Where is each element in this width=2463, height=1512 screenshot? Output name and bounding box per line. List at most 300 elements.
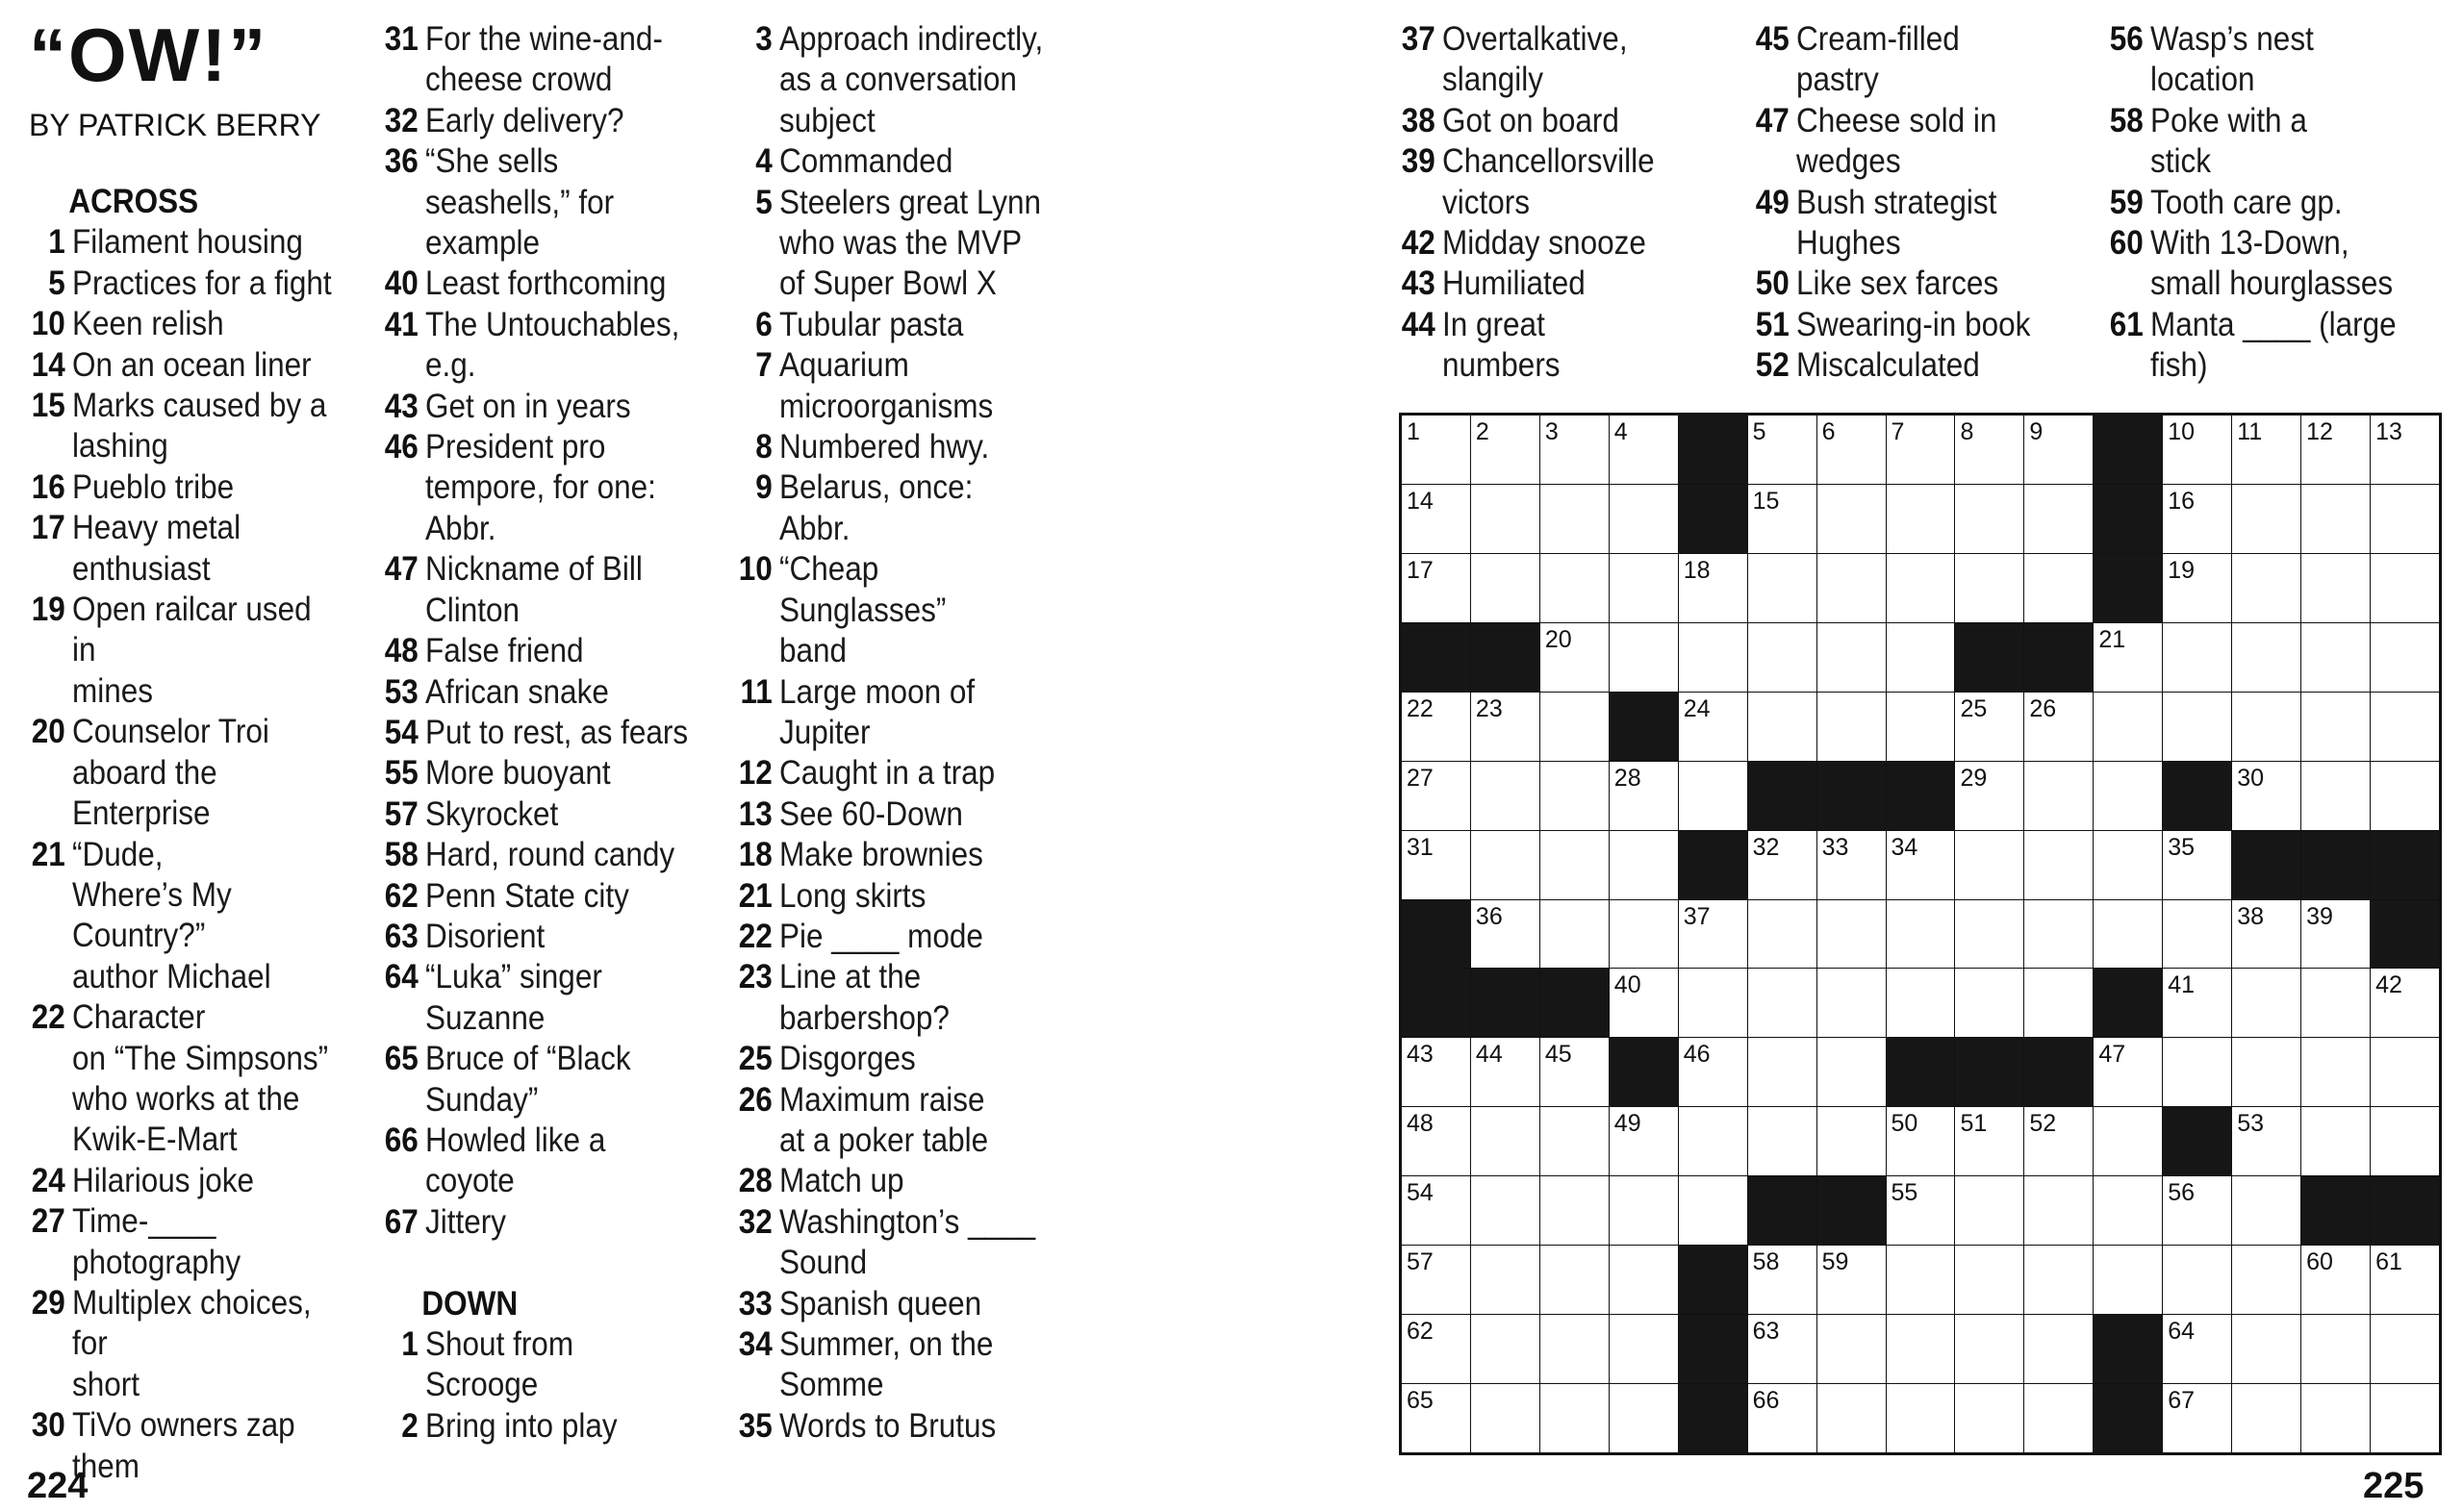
grid-cell[interactable] xyxy=(1887,1246,1955,1314)
grid-cell[interactable] xyxy=(1540,554,1609,622)
clue-text xyxy=(779,19,1051,141)
grid-cell[interactable] xyxy=(2371,1246,2439,1314)
puzzle-title: “OW!” xyxy=(29,13,268,97)
grid-cell[interactable] xyxy=(1610,969,1678,1037)
cell-number: 32 xyxy=(1752,833,1780,861)
clue-number: 14 xyxy=(31,345,65,384)
grid-cell[interactable] xyxy=(1955,1315,2023,1383)
clue-text xyxy=(1796,183,2068,265)
grid-cell[interactable] xyxy=(1402,485,1470,553)
grid-cell[interactable] xyxy=(2024,900,2093,969)
clue-number: 39 xyxy=(1401,142,1435,181)
grid-cell[interactable] xyxy=(1955,831,2023,899)
grid-cell[interactable] xyxy=(1679,554,1747,622)
grid-cell[interactable] xyxy=(1402,1246,1470,1314)
clue-text-line: Match up xyxy=(779,1162,904,1200)
grid-cell[interactable] xyxy=(1887,900,1955,969)
grid-cell[interactable] xyxy=(2371,1107,2439,1175)
grid-cell[interactable] xyxy=(2163,693,2231,761)
grid-cell[interactable] xyxy=(1817,554,1886,622)
clue-number: 29 xyxy=(31,1283,65,1322)
grid-cell[interactable] xyxy=(1471,1038,1539,1106)
grid-cell[interactable] xyxy=(1817,623,1886,692)
grid-cell[interactable] xyxy=(2024,485,2093,553)
clue-number: 10 xyxy=(31,305,65,343)
grid-cell[interactable] xyxy=(2094,1038,2162,1106)
clue-text-line: Early delivery? xyxy=(425,101,624,139)
clue-text xyxy=(779,1202,1051,1284)
cell-number: 11 xyxy=(2237,418,2263,445)
grid-cell[interactable] xyxy=(1471,762,1539,830)
clue-text-line: microorganisms xyxy=(779,387,994,425)
clue-text-line: Multiplex choices, xyxy=(72,1283,312,1322)
grid-cell[interactable] xyxy=(2024,1107,2093,1175)
grid-cell[interactable] xyxy=(2094,1246,2162,1314)
cell-number: 16 xyxy=(2168,487,2196,515)
clue-text xyxy=(779,1406,1051,1447)
grid-cell[interactable] xyxy=(2301,1246,2370,1314)
grid-cell[interactable] xyxy=(1540,1176,1609,1245)
black-square xyxy=(1402,900,1470,969)
clue-text-line: “Cheap xyxy=(779,550,879,589)
grid-cell[interactable] xyxy=(1748,1384,1816,1452)
clue-text-line: for xyxy=(72,1324,108,1363)
grid-cell[interactable] xyxy=(1748,693,1816,761)
grid-cell[interactable] xyxy=(1748,485,1816,553)
grid-cell[interactable] xyxy=(2163,416,2231,484)
clue-column-1 xyxy=(29,182,343,1487)
clue-number: 28 xyxy=(738,1162,773,1200)
grid-cell[interactable] xyxy=(2301,1038,2370,1106)
clue-number: 38 xyxy=(1401,101,1435,139)
clue-number: 20 xyxy=(31,713,65,751)
cell-number: 43 xyxy=(1407,1041,1434,1069)
clue-number: 41 xyxy=(384,305,419,343)
clue xyxy=(1399,264,1714,304)
grid-cell[interactable] xyxy=(1817,1107,1886,1175)
grid-cell[interactable] xyxy=(1610,1315,1678,1383)
clue-text xyxy=(779,1161,1051,1201)
clue-text-line: Belarus, once: xyxy=(779,468,974,507)
grid-cell[interactable] xyxy=(2301,554,2370,622)
grid-cell[interactable] xyxy=(1955,554,2023,622)
grid-cell[interactable] xyxy=(2232,1315,2300,1383)
grid-cell[interactable] xyxy=(1402,416,1470,484)
clue xyxy=(736,1039,1051,1079)
clue xyxy=(736,794,1051,835)
grid-cell[interactable] xyxy=(1471,693,1539,761)
grid-cell[interactable] xyxy=(1679,969,1747,1037)
clue-number: 24 xyxy=(31,1161,65,1199)
clue-text-line: who works at the xyxy=(72,1079,300,1118)
grid-cell[interactable] xyxy=(1817,1038,1886,1106)
grid-cell[interactable] xyxy=(1748,416,1816,484)
clue xyxy=(382,101,697,141)
grid-cell[interactable] xyxy=(1679,762,1747,830)
grid-cell[interactable] xyxy=(2232,969,2300,1037)
grid-cell[interactable] xyxy=(1471,1384,1539,1452)
grid-cell[interactable] xyxy=(1679,623,1747,692)
grid-cell[interactable] xyxy=(2094,1107,2162,1175)
grid-cell[interactable] xyxy=(2163,831,2231,899)
grid-cell[interactable] xyxy=(1402,693,1470,761)
grid-cell[interactable] xyxy=(2094,1176,2162,1245)
grid-cell[interactable] xyxy=(1471,831,1539,899)
grid-cell[interactable] xyxy=(2371,1384,2439,1452)
grid-cell[interactable] xyxy=(2232,1384,2300,1452)
clue-column-4 xyxy=(1399,19,1714,387)
grid-cell[interactable] xyxy=(2163,1246,2231,1314)
cell-number: 23 xyxy=(1475,694,1503,722)
grid-cell[interactable] xyxy=(2094,693,2162,761)
clue-number: 19 xyxy=(31,591,65,629)
grid-cell[interactable] xyxy=(2163,969,2231,1037)
grid-cell[interactable] xyxy=(1610,1176,1678,1245)
grid-cell[interactable] xyxy=(2371,485,2439,553)
clue xyxy=(1753,305,2068,345)
grid-cell[interactable] xyxy=(2371,554,2439,622)
grid-cell[interactable] xyxy=(1955,485,2023,553)
grid-cell[interactable] xyxy=(2301,1315,2370,1383)
black-square xyxy=(2371,900,2439,969)
clue xyxy=(1753,345,2068,386)
clue-text-line: Disgorges xyxy=(779,1040,916,1078)
grid-cell[interactable] xyxy=(1540,485,1609,553)
clue-text-line: Got on board xyxy=(1442,101,1619,139)
grid-cell[interactable] xyxy=(2301,623,2370,692)
clue-text xyxy=(425,264,697,304)
grid-cell[interactable] xyxy=(1817,1384,1886,1452)
grid-cell[interactable] xyxy=(1887,1315,1955,1383)
grid-cell[interactable] xyxy=(1540,900,1609,969)
grid-cell[interactable] xyxy=(2232,900,2300,969)
clue-number: 58 xyxy=(2109,101,2144,139)
grid-cell[interactable] xyxy=(1748,969,1816,1037)
grid-cell[interactable] xyxy=(2094,900,2162,969)
clue-text-line: Wasp’s nest xyxy=(2150,20,2314,58)
grid-cell[interactable] xyxy=(1610,554,1678,622)
grid-cell[interactable] xyxy=(1610,623,1678,692)
clue-number: 34 xyxy=(738,1325,773,1363)
grid-cell[interactable] xyxy=(1887,623,1955,692)
clue-number: 64 xyxy=(384,958,419,996)
grid-cell[interactable] xyxy=(2024,831,2093,899)
grid-cell[interactable] xyxy=(2301,1384,2370,1452)
grid-cell[interactable] xyxy=(1540,1315,1609,1383)
grid-cell[interactable] xyxy=(1540,762,1609,830)
cell-number: 27 xyxy=(1407,764,1434,792)
grid-cell[interactable] xyxy=(2232,693,2300,761)
grid-cell[interactable] xyxy=(1955,416,2023,484)
clue xyxy=(382,1202,697,1243)
grid-cell[interactable] xyxy=(1955,693,2023,761)
grid-cell[interactable] xyxy=(1471,900,1539,969)
black-square xyxy=(2024,1038,2093,1106)
grid-cell[interactable] xyxy=(2232,416,2300,484)
grid-cell[interactable] xyxy=(1679,1107,1747,1175)
grid-cell[interactable] xyxy=(2232,1176,2300,1245)
grid-cell[interactable] xyxy=(1887,1384,1955,1452)
grid-cell[interactable] xyxy=(2232,554,2300,622)
grid-cell[interactable] xyxy=(1817,1246,1886,1314)
grid-cell[interactable] xyxy=(2163,1384,2231,1452)
cell-number: 30 xyxy=(2237,764,2264,792)
grid-cell[interactable] xyxy=(2024,554,2093,622)
grid-cell[interactable] xyxy=(2024,1384,2093,1452)
grid-cell[interactable] xyxy=(1471,1107,1539,1175)
clue xyxy=(382,917,697,957)
grid-cell[interactable] xyxy=(1610,1246,1678,1314)
grid-cell[interactable] xyxy=(1402,1315,1470,1383)
grid-cell[interactable] xyxy=(1610,1107,1678,1175)
clue-text-line: Like sex farces xyxy=(1796,265,1999,303)
clue-text-line: Make brownies xyxy=(779,836,983,874)
clue-number: 55 xyxy=(384,754,419,793)
cell-number: 50 xyxy=(1891,1110,1918,1138)
grid-cell[interactable] xyxy=(1748,1038,1816,1106)
grid-cell[interactable] xyxy=(1748,623,1816,692)
grid-cell[interactable] xyxy=(1748,900,1816,969)
grid-cell[interactable] xyxy=(1679,1038,1747,1106)
grid-cell[interactable] xyxy=(1540,1107,1609,1175)
cell-number: 14 xyxy=(1407,487,1434,515)
clue-text-line: Filament housing xyxy=(72,223,303,262)
grid-cell[interactable] xyxy=(1887,693,1955,761)
clue-text-line: “She sells xyxy=(425,142,559,181)
clue-text-line: Clinton xyxy=(425,591,521,629)
grid-cell[interactable] xyxy=(1887,969,1955,1037)
clue xyxy=(29,835,343,998)
grid-cell[interactable] xyxy=(1887,1176,1955,1245)
grid-cell[interactable] xyxy=(1402,1176,1470,1245)
grid-cell[interactable] xyxy=(2371,969,2439,1037)
clue-text xyxy=(779,1324,1051,1406)
grid-cell[interactable] xyxy=(2301,1107,2370,1175)
grid-cell[interactable] xyxy=(2163,1038,2231,1106)
grid-cell[interactable] xyxy=(2301,693,2370,761)
clue-number: 3 xyxy=(755,20,773,58)
clue xyxy=(29,712,343,834)
grid-cell[interactable] xyxy=(2301,969,2370,1037)
grid-cell[interactable] xyxy=(2371,762,2439,830)
grid-cell[interactable] xyxy=(1748,1246,1816,1314)
clue-text xyxy=(425,876,697,917)
grid-cell[interactable] xyxy=(1471,554,1539,622)
grid-cell[interactable] xyxy=(1817,900,1886,969)
down-header: DOWN xyxy=(421,1284,519,1323)
grid-cell[interactable] xyxy=(2301,900,2370,969)
grid-cell[interactable] xyxy=(1610,900,1678,969)
grid-cell[interactable] xyxy=(1817,416,1886,484)
grid-cell[interactable] xyxy=(1402,1107,1470,1175)
clue xyxy=(1399,305,1714,387)
grid-cell[interactable] xyxy=(1748,554,1816,622)
grid-cell[interactable] xyxy=(2371,1315,2439,1383)
grid-cell[interactable] xyxy=(1955,1176,2023,1245)
grid-cell[interactable] xyxy=(2232,1038,2300,1106)
grid-cell[interactable] xyxy=(1955,900,2023,969)
clue-text xyxy=(1442,141,1714,223)
grid-cell[interactable] xyxy=(1748,1315,1816,1383)
grid-cell[interactable] xyxy=(1955,1107,2023,1175)
grid-cell[interactable] xyxy=(1748,831,1816,899)
grid-cell[interactable] xyxy=(2301,416,2370,484)
grid-cell[interactable] xyxy=(2024,1176,2093,1245)
clue-text-line: Bush strategist xyxy=(1796,183,1997,221)
grid-cell[interactable] xyxy=(2163,623,2231,692)
grid-cell[interactable] xyxy=(2024,1315,2093,1383)
clue-text xyxy=(72,712,343,834)
grid-cell[interactable] xyxy=(1887,554,1955,622)
clue xyxy=(382,549,697,631)
clue-text-line: More buoyant xyxy=(425,754,611,793)
grid-cell[interactable] xyxy=(1610,416,1678,484)
grid-cell[interactable] xyxy=(1540,693,1609,761)
grid-cell[interactable] xyxy=(1887,1107,1955,1175)
grid-cell[interactable] xyxy=(2024,693,2093,761)
grid-cell[interactable] xyxy=(2163,900,2231,969)
puzzle-byline: BY PATRICK BERRY xyxy=(29,108,321,142)
grid-cell[interactable] xyxy=(1887,416,1955,484)
black-square xyxy=(1471,969,1539,1037)
clue-text-line: Put to rest, as fears xyxy=(425,713,689,751)
grid-cell[interactable] xyxy=(1402,762,1470,830)
grid-cell[interactable] xyxy=(2232,1107,2300,1175)
grid-cell[interactable] xyxy=(2024,969,2093,1037)
clue xyxy=(736,427,1051,467)
grid-cell[interactable] xyxy=(2371,693,2439,761)
clue-text xyxy=(72,508,343,590)
cell-number: 57 xyxy=(1407,1248,1434,1276)
clue xyxy=(29,997,343,1161)
grid-cell[interactable] xyxy=(1817,831,1886,899)
grid-cell[interactable] xyxy=(1540,831,1609,899)
black-square xyxy=(1887,1038,1955,1106)
grid-cell[interactable] xyxy=(1610,831,1678,899)
clue-column-6 xyxy=(2107,19,2422,387)
clue-text-line: On an ocean liner xyxy=(72,345,312,384)
page-number-right: 225 xyxy=(2363,1466,2425,1506)
grid-cell[interactable] xyxy=(1540,1384,1609,1452)
clue-text xyxy=(2150,19,2422,101)
clue-text-line: aboard the xyxy=(72,753,217,792)
cell-number: 10 xyxy=(2168,418,2196,445)
grid-cell[interactable] xyxy=(1402,1384,1470,1452)
clue-number: 45 xyxy=(1755,20,1790,58)
grid-cell[interactable] xyxy=(1540,416,1609,484)
grid-cell[interactable] xyxy=(1471,416,1539,484)
cell-number: 52 xyxy=(2029,1110,2057,1138)
black-square xyxy=(2094,969,2162,1037)
grid-cell[interactable] xyxy=(2232,1246,2300,1314)
grid-cell[interactable] xyxy=(2094,762,2162,830)
grid-cell[interactable] xyxy=(2024,416,2093,484)
grid-cell[interactable] xyxy=(1887,831,1955,899)
cell-number: 40 xyxy=(1613,971,1641,999)
grid-cell[interactable] xyxy=(2163,1176,2231,1245)
clue-text xyxy=(425,1039,697,1121)
grid-cell[interactable] xyxy=(1887,485,1955,553)
grid-cell[interactable] xyxy=(1402,831,1470,899)
grid-cell[interactable] xyxy=(1610,485,1678,553)
clue xyxy=(382,427,697,549)
grid-cell[interactable] xyxy=(1402,554,1470,622)
grid-cell[interactable] xyxy=(2094,831,2162,899)
clue-number: 65 xyxy=(384,1040,419,1078)
clue-spacer xyxy=(382,1243,697,1283)
grid-cell[interactable] xyxy=(2232,485,2300,553)
clue-text-line: Keen relish xyxy=(72,305,224,343)
grid-cell[interactable] xyxy=(1540,623,1609,692)
grid-cell[interactable] xyxy=(1955,1384,2023,1452)
clue xyxy=(736,1406,1051,1447)
clue xyxy=(736,917,1051,957)
grid-cell[interactable] xyxy=(2371,623,2439,692)
clue xyxy=(1753,264,2068,304)
clue-text-line: example xyxy=(425,224,541,263)
clue-number: 9 xyxy=(755,468,773,507)
grid-cell[interactable] xyxy=(1471,1176,1539,1245)
grid-cell[interactable] xyxy=(2232,762,2300,830)
grid-cell[interactable] xyxy=(1679,900,1747,969)
grid-cell[interactable] xyxy=(2301,762,2370,830)
grid-cell[interactable] xyxy=(2163,554,2231,622)
clue-text-line: Caught in a trap xyxy=(779,754,996,793)
grid-cell[interactable] xyxy=(1471,1246,1539,1314)
grid-cell[interactable] xyxy=(2024,762,2093,830)
grid-cell[interactable] xyxy=(1610,762,1678,830)
grid-cell[interactable] xyxy=(1471,1315,1539,1383)
grid-cell[interactable] xyxy=(1817,485,1886,553)
clue-number: 53 xyxy=(384,672,419,711)
grid-cell[interactable] xyxy=(2024,1246,2093,1314)
clue-number: 15 xyxy=(31,387,65,425)
clue-number: 36 xyxy=(384,142,419,181)
grid-cell[interactable] xyxy=(1679,693,1747,761)
grid-cell[interactable] xyxy=(1817,1315,1886,1383)
black-square xyxy=(1679,831,1747,899)
grid-cell[interactable] xyxy=(1540,1246,1609,1314)
grid-cell[interactable] xyxy=(1955,969,2023,1037)
clue-text xyxy=(72,1283,343,1405)
grid-cell[interactable] xyxy=(2371,416,2439,484)
clue-column-2 xyxy=(382,19,697,1447)
grid-cell[interactable] xyxy=(1471,485,1539,553)
clue xyxy=(382,1406,697,1447)
grid-cell[interactable] xyxy=(1679,1176,1747,1245)
grid-cell[interactable] xyxy=(1748,1107,1816,1175)
clue-text xyxy=(425,387,697,427)
grid-cell[interactable] xyxy=(2301,485,2370,553)
grid-cell[interactable] xyxy=(1955,762,2023,830)
grid-cell[interactable] xyxy=(2371,1038,2439,1106)
grid-cell[interactable] xyxy=(1955,1246,2023,1314)
clue-text xyxy=(72,590,343,712)
grid-cell[interactable] xyxy=(2232,623,2300,692)
cell-number: 18 xyxy=(1683,556,1711,584)
grid-cell[interactable] xyxy=(1402,1038,1470,1106)
clue-text-line: Miscalculated xyxy=(1796,346,1980,385)
grid-cell[interactable] xyxy=(2094,623,2162,692)
cell-number: 42 xyxy=(2375,971,2402,999)
cell-number: 58 xyxy=(1752,1248,1780,1276)
grid-cell[interactable] xyxy=(2163,1315,2231,1383)
grid-cell[interactable] xyxy=(2163,485,2231,553)
grid-cell[interactable] xyxy=(1817,969,1886,1037)
grid-cell[interactable] xyxy=(1817,693,1886,761)
grid-cell[interactable] xyxy=(1540,1038,1609,1106)
grid-cell[interactable] xyxy=(1610,1384,1678,1452)
